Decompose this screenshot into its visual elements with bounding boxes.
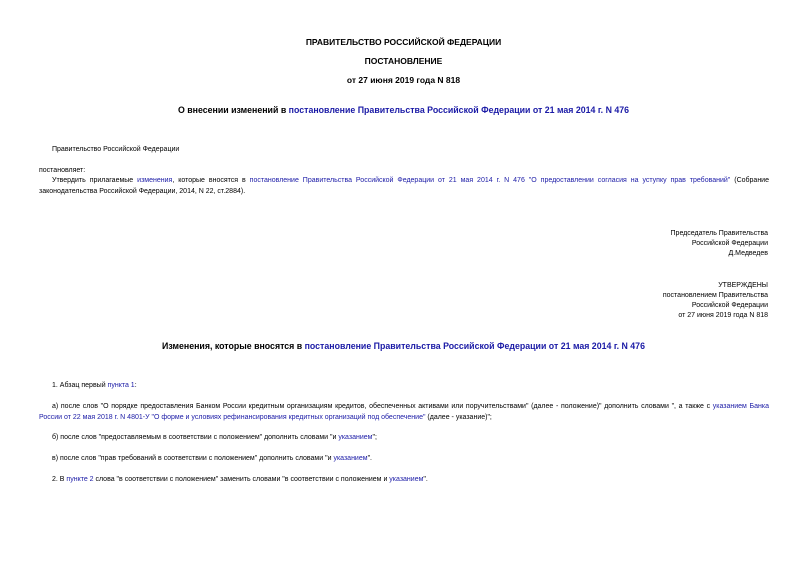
item-2-link[interactable]: пункте 2 (66, 476, 94, 483)
approved-line-4: от 27 июня 2019 года N 818 (678, 312, 768, 319)
signature-position-2: Российской Федерации (691, 240, 768, 247)
item-1 (52, 381, 137, 392)
title-link[interactable]: постановление Правительства Российской Федерации от 21 мая 2014 г. N 476 (288, 105, 630, 115)
item-a-link[interactable]: указанием Банка России от 22 мая 2018 г. N 4801-У "О форме и условиях рефинансирования кредитных организаций под обеспечение" (39, 403, 769, 421)
document-title (0, 105, 807, 115)
item-c-end: ". (367, 455, 372, 462)
item-b-text: б) после слов "предоставляемым в соответствии с положением" дополнить словами "и (52, 434, 339, 441)
item-c-text: в) после слов "прав требований в соответствии с положением" дополнить словами "и (52, 455, 334, 462)
item-1-link[interactable]: пункта 1 (107, 382, 135, 389)
changes-title-link[interactable]: постановление Правительства Российской Федерации от 21 мая 2014 г. N 476 (304, 341, 645, 351)
item-2-text: 2. В (52, 476, 67, 483)
approved-line-1: УТВЕРЖДЕНЫ (718, 282, 768, 289)
item-1-text: 1. Абзац первый (52, 382, 108, 389)
title-prefix: О внесении изменений в (177, 105, 289, 115)
item-b-end: "; (372, 434, 377, 441)
changes-title-prefix: Изменения, которые вносятся в (162, 341, 305, 351)
decides-text: постановляет: (39, 167, 86, 174)
item-2-end: ". (423, 476, 428, 483)
changes-link[interactable]: изменения (137, 177, 173, 184)
approved-line-3: Российской Федерации (691, 302, 768, 309)
item-2 (52, 475, 428, 486)
approve-text-c: (Собрание законодательства Российской Федерации, 2014, N 22, ст.2884). (39, 177, 769, 195)
item-b (52, 433, 377, 444)
resolution-476-link[interactable]: постановление Правительства Российской Федерации от 21 мая 2014 г. N 476 "О предоставлении согласия на уступку прав требований" (249, 177, 731, 184)
government-text: Правительство Российской Федерации (52, 146, 180, 153)
signature-name: Д.Медведев (728, 250, 768, 257)
item-b-link[interactable]: указанием (338, 434, 373, 441)
doc-date-number: от 27 июня 2019 года N 818 (346, 75, 461, 85)
changes-title (0, 341, 807, 351)
item-1-end: : (134, 382, 137, 389)
item-2-text-b: слова "в соответствии с положением" заменить словами "в соответствии с положением и (93, 476, 390, 483)
item-a-text: а) после слов "О порядке предоставления Банком России кредитным организациям кредитов, обеспеченных активами или поручительствами" (далее - положение)" дополнить словами ", а также с (52, 403, 713, 410)
doc-type-heading: ПОСТАНОВЛЕНИЕ (364, 56, 443, 66)
item-2-link-2[interactable]: указанием (389, 476, 424, 483)
approve-paragraph (39, 176, 769, 197)
item-c-link[interactable]: указанием (333, 455, 368, 462)
signature-position-1: Председатель Правительства (670, 230, 768, 237)
item-c (52, 454, 372, 465)
approve-text-a: Утвердить прилагаемые (52, 177, 138, 184)
item-a-end: (далее - указание)"; (425, 413, 492, 421)
approve-text-b: , которые вносятся в (172, 177, 250, 184)
item-a (39, 402, 769, 423)
government-heading: ПРАВИТЕЛЬСТВО РОССИЙСКОЙ ФЕДЕРАЦИИ (305, 37, 502, 47)
approved-line-2: постановлением Правительства (662, 292, 768, 299)
